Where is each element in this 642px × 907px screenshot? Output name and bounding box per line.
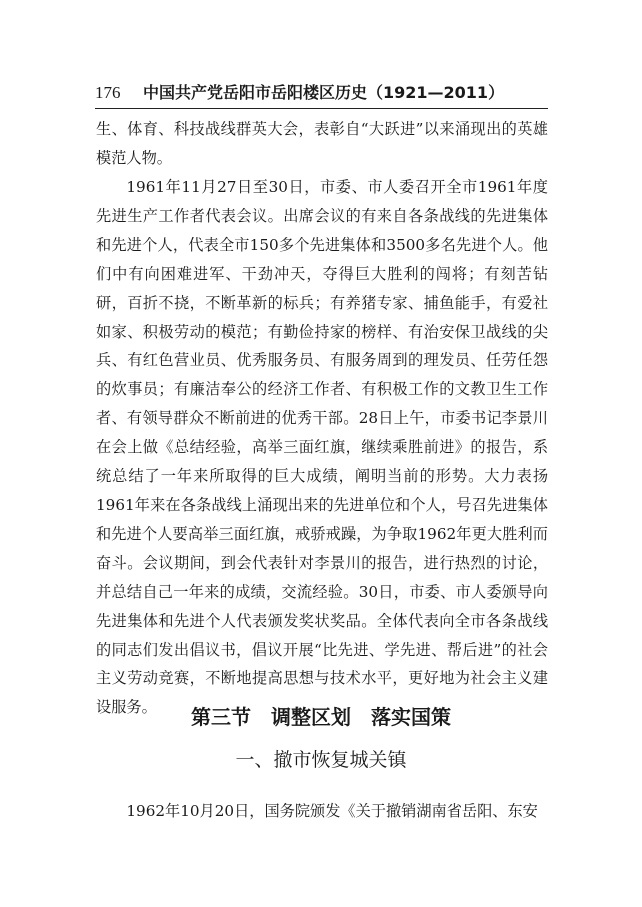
trailing-paragraph — [96, 797, 548, 826]
running-header — [95, 80, 545, 106]
paragraph-1962-directive: 1962年10月20日，国务院颁发《关于撤销湖南省岳阳、东安 — [126, 802, 538, 820]
subsection-title: 一、撤市恢复城关镇 — [235, 749, 407, 771]
header-rule — [95, 108, 548, 109]
book-title: 中国共产党岳阳市岳阳楼区历史（1921—2011） — [143, 83, 505, 102]
paragraph-1961-conference: 1961年11月27日至30日，市委、市人委召开全市1961年度先进生产工作者代表会议。出席会议的有来自各条战线的先进集体和先进个人，代表全市150多个先进集体和3500多名先进个人。他们中有向困难进军、干劲冲天，夺得巨大胜利的闯将；有刻苦钻研，百折不挠，不断革新的标兵；有养猪专家、捕鱼能手，有爱社如家、积极劳动的模范；有勤俭持家的榜样、有治安保卫战线的尖兵、有红色营业员、优秀服务员、有服务周到的理发员、任劳任怨的炊事员；有廉洁奉公的经济工作者、有积极工作的文教卫生工作者、有领导群众不断前进的优秀干部。28日上午，市委书记李景川在会上做《总结经验，高举三面红旗，继续乘胜前进》的报告，系统总结了一年来所取得的巨大成绩，阐明当前的形势。大力表扬1961年来在各条战线上涌现出来的先进单位和个人，号召先进集体和先进个人要高举三面红旗，戒骄戒躁，为争取1962年更大胜利而奋斗。会议期间，到会代表针对李景川的报告，进行热烈的讨论，并总结自己一年来的成绩，交流经验。30日，市委、市人委颁导向先进集体和先进个人代表颁发奖状奖品。全体代表向全市各条战线的同志们发出倡议书，倡议开展“比先进、学先进、帮后进”的社会主义劳动竞赛，不断地提高思想与技术水平，更好地为社会主义建设服务。 — [96, 178, 548, 717]
main-paragraph — [96, 173, 548, 722]
continued-paragraph — [96, 115, 548, 173]
section-title: 第三节 调整区划 落实国策 — [191, 705, 451, 729]
paragraph-continuation: 生、体育、科技战线群英大会，表彰自“大跃进”以来涌现出的英雄模范人物。 — [96, 120, 548, 167]
page-number: 176 — [95, 83, 121, 102]
